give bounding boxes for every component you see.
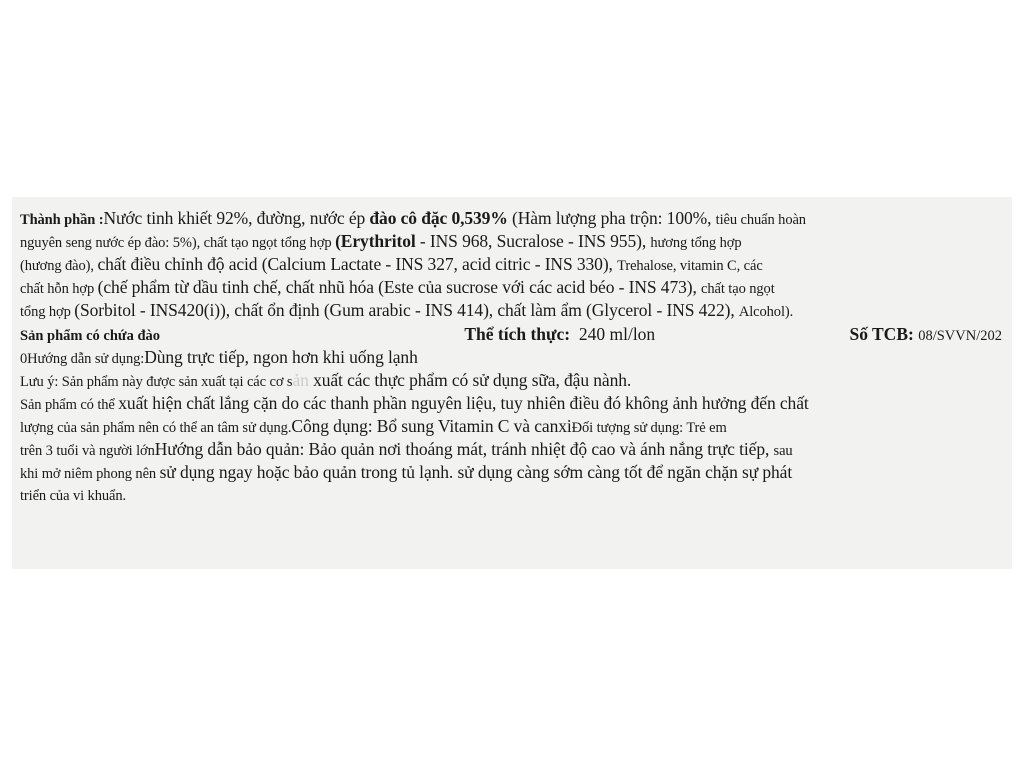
ingredients-text: Nước tinh khiết 92%, đường, nước ép	[103, 208, 370, 228]
ingredients-text: hương tổng hợp	[650, 235, 742, 251]
note-line	[20, 369, 1002, 392]
paragraph-text: khi mở niêm phong nên	[20, 466, 160, 482]
paragraph-text: Sản phẩm có thể	[20, 397, 119, 413]
ingredients-text: đào cô đặc 0,539%	[369, 208, 508, 228]
ingredients-text: (Hàm lượng pha trộn: 100%,	[507, 208, 716, 228]
ingredients-heading: Thành phần :	[20, 212, 104, 228]
usage-label: 0Hướng dẫn sử dụng:	[20, 351, 145, 367]
product-label	[12, 197, 1012, 569]
note-label: Lưu ý: Sản phẩm này được sản xuất tại các cơ s	[20, 374, 293, 390]
net-volume-value: 240 ml/lon	[578, 324, 656, 344]
net-volume	[464, 322, 655, 346]
ingredients-text: (hương đào),	[20, 258, 98, 274]
paragraph-text: xuất hiện chất lắng cặn do các thanh phần nguyên liệu, tuy nhiên điều đó không ảnh hưởng đến chất	[118, 393, 809, 413]
ingredients-text: (Sorbitol - INS420(i)), chất ổn định (Gum arabic - INS 414), chất làm ẩm (Glycerol - INS 422),	[74, 300, 739, 320]
ingredients-line-5	[20, 299, 1002, 322]
ingredients-text: tiêu chuẩn hoàn	[715, 212, 806, 228]
ingredients-text: - INS 968, Sucralose - INS 955),	[415, 231, 651, 251]
ingredients-text: tổng hợp	[20, 304, 75, 320]
note-faded-text: ản	[292, 370, 309, 390]
paragraph-text: sử dụng ngay hoặc bảo quản trong tủ lạnh. sử dụng càng sớm càng tốt để ngăn chặn sự phát	[159, 462, 793, 482]
ingredients-line-2	[20, 230, 1002, 253]
paragraph-line-2	[20, 415, 1002, 438]
ingredients-line-1	[20, 207, 1002, 230]
ingredients-text: (Erythritol	[335, 231, 416, 251]
paragraph-text: sau	[773, 443, 793, 459]
ingredients-text: nguyên seng nước ép đào: 5%), chất tạo ngọt tổng hợp	[20, 235, 336, 251]
ingredients-text: (chế phẩm từ dầu tinh chế, chất nhũ hóa (Este của sucrose với các acid béo - INS 473),	[97, 277, 702, 297]
paragraph-line-4	[20, 461, 1002, 484]
paragraph-line-5	[20, 484, 1002, 507]
paragraph-line-1	[20, 392, 1002, 415]
tcb-label: Số TCB:	[849, 324, 914, 344]
contains-peach-text: Sản phẩm có chứa đào	[20, 328, 161, 344]
paragraph-text: lượng của sản phẩm nên có thể an tâm sử dụng.	[20, 420, 292, 436]
paragraph-line-3	[20, 438, 1002, 461]
ingredients-line-3	[20, 253, 1002, 276]
tcb-value: 08/SVVN/202	[918, 328, 1002, 344]
net-volume-label: Thể tích thực:	[464, 324, 571, 344]
ingredients-text: Trehalose, vitamin C, các	[617, 258, 763, 274]
paragraph-text: Công dụng: Bổ sung Vitamin C và canxi	[291, 416, 572, 436]
paragraph-text: Hướng dẫn bảo quản: Bảo quản nơi thoáng mát, tránh nhiệt độ cao và ánh nắng trực tiếp,	[154, 439, 774, 459]
usage-text: Dùng trực tiếp, ngon hơn khi uống lạnh	[144, 347, 418, 367]
ingredients-text: chất tạo ngọt	[701, 281, 775, 297]
ingredients-line-4	[20, 276, 1002, 299]
product-info-row	[20, 322, 1002, 346]
ingredients-text: Alcohol).	[738, 304, 794, 320]
note-text: xuất các thực phẩm có sử dụng sữa, đậu nành.	[308, 370, 632, 390]
tcb-number	[849, 322, 1002, 348]
paragraph-text: trên 3 tuổi và người lớn	[20, 443, 155, 459]
ingredients-text: chất điều chỉnh độ acid (Calcium Lactate - INS 327, acid citric - INS 330),	[97, 254, 618, 274]
usage-line	[20, 346, 1002, 369]
ingredients-text: chất hỗn hợp	[20, 281, 98, 297]
paragraph-text: Đối tượng sử dụng: Trẻ em	[571, 420, 727, 436]
paragraph-text: triển của vi khuẩn.	[20, 488, 127, 504]
